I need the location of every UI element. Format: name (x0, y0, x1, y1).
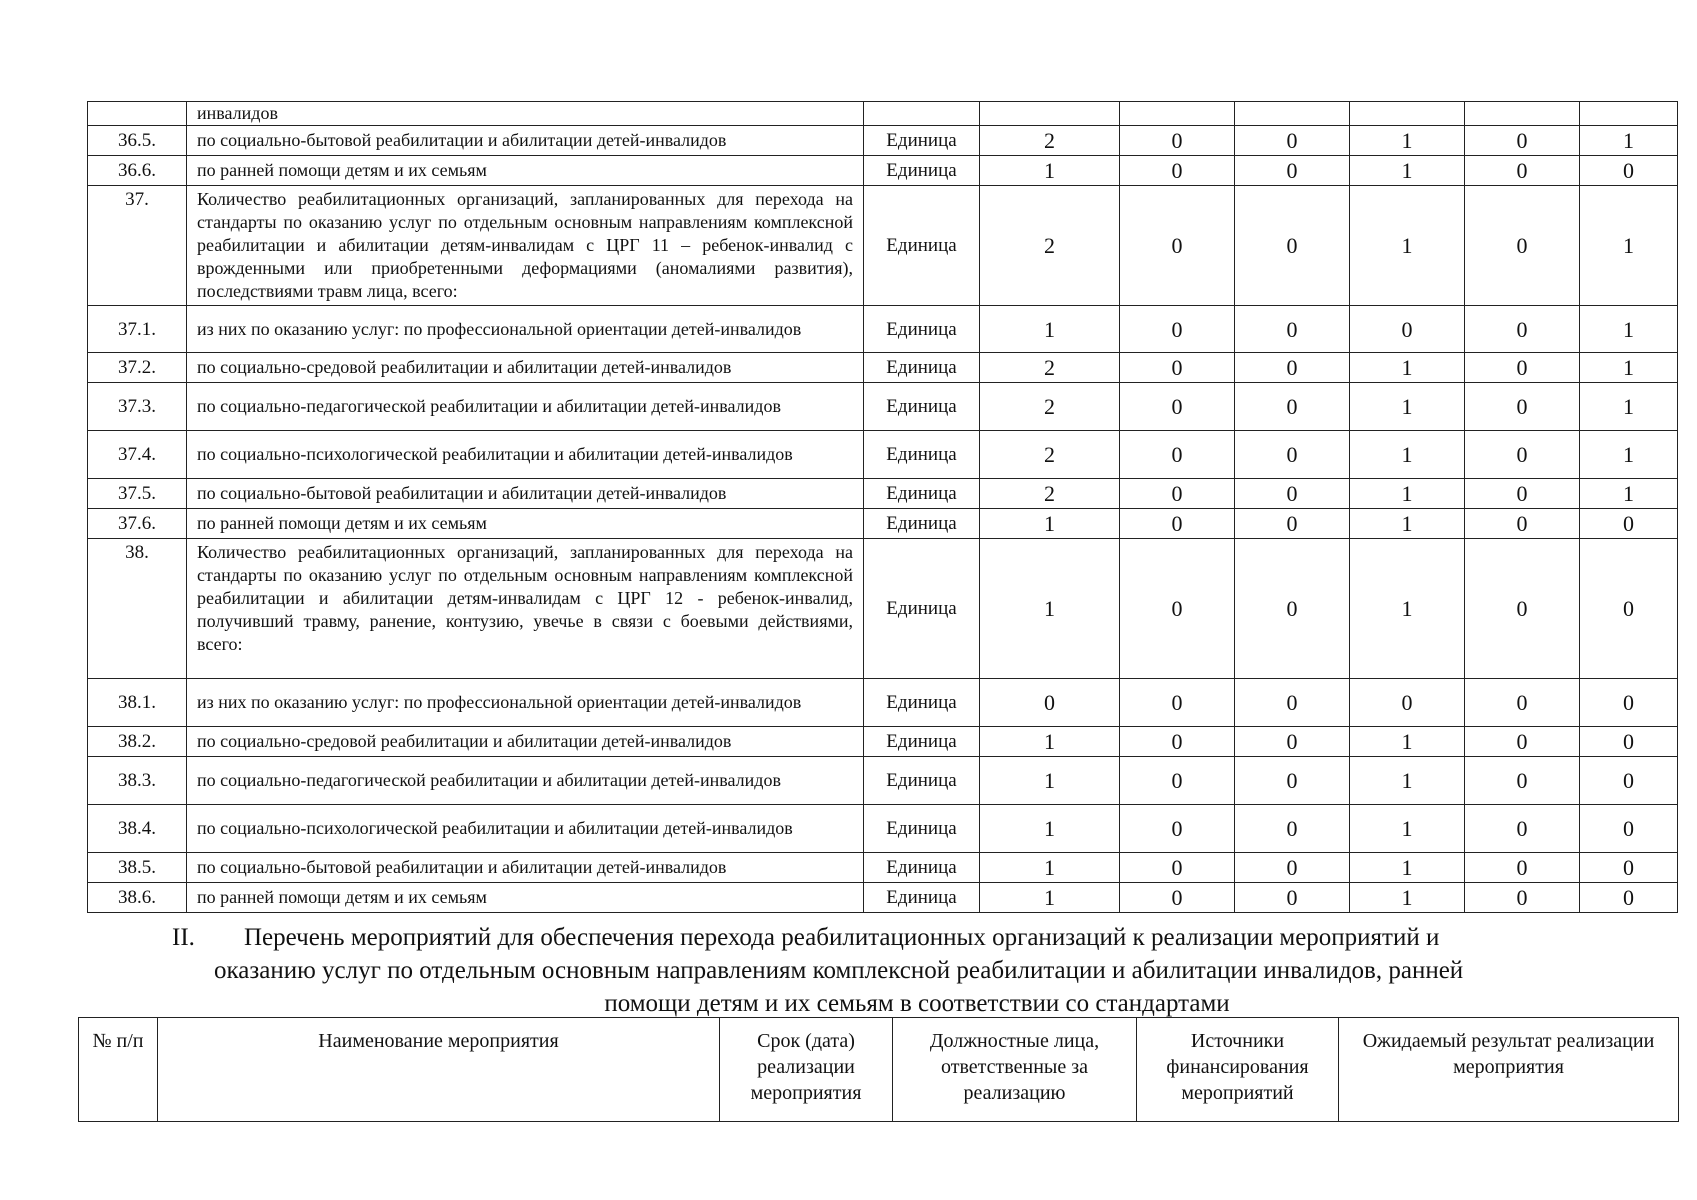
row-number: 38.4. (88, 805, 187, 853)
table-row (88, 306, 1678, 353)
row-value: 0 (1235, 126, 1350, 156)
row-number (88, 102, 187, 126)
row-value: 1 (980, 306, 1120, 353)
table-row (88, 509, 1678, 539)
row-value: 1 (980, 727, 1120, 757)
table-row (88, 757, 1678, 805)
row-value: 1 (980, 805, 1120, 853)
row-value: 0 (1350, 306, 1465, 353)
row-value: 1 (1350, 186, 1465, 306)
row-description: по социально-бытовой реабилитации и абилитации детей-инвалидов (187, 479, 864, 509)
row-value: 1 (980, 853, 1120, 883)
row-value: 0 (1235, 805, 1350, 853)
table-row (88, 539, 1678, 679)
row-value: 0 (1580, 883, 1678, 913)
row-value: 0 (1120, 509, 1235, 539)
row-value (1235, 102, 1350, 126)
row-value: 0 (1465, 679, 1580, 727)
row-value: 0 (1235, 757, 1350, 805)
row-unit (864, 102, 980, 126)
measures-table (78, 1017, 1679, 1122)
row-number: 37.5. (88, 479, 187, 509)
row-description: по ранней помощи детям и их семьям (187, 509, 864, 539)
row-value: 2 (980, 383, 1120, 431)
row-value (1580, 102, 1678, 126)
row-unit: Единица (864, 509, 980, 539)
row-value: 0 (1580, 805, 1678, 853)
row-value: 0 (1465, 883, 1580, 913)
row-unit: Единица (864, 727, 980, 757)
row-value: 0 (1235, 383, 1350, 431)
row-value: 1 (1350, 353, 1465, 383)
table-row (88, 156, 1678, 186)
row-description: инвалидов (187, 102, 864, 126)
row-value: 1 (1350, 853, 1465, 883)
table-row (88, 805, 1678, 853)
row-value: 0 (1235, 539, 1350, 679)
row-unit: Единица (864, 353, 980, 383)
row-number: 37.2. (88, 353, 187, 383)
header-measure-name: Наименование мероприятия (158, 1018, 720, 1122)
row-value: 0 (1120, 679, 1235, 727)
row-value: 0 (1120, 539, 1235, 679)
row-unit: Единица (864, 539, 980, 679)
row-value: 0 (1580, 156, 1678, 186)
row-value: 1 (980, 509, 1120, 539)
row-number: 36.6. (88, 156, 187, 186)
row-value: 0 (1120, 186, 1235, 306)
row-value: 1 (1580, 353, 1678, 383)
row-unit: Единица (864, 126, 980, 156)
header-responsible: Должностные лица, ответственные за реализацию (893, 1018, 1137, 1122)
row-number: 37.3. (88, 383, 187, 431)
header-expected-result: Ожидаемый результат реализации мероприятия (1339, 1018, 1679, 1122)
section-title-line-2: оказанию услуг по отдельным основным направлениям комплексной реабилитации и абилитации инвалидов, ранней (214, 957, 1464, 984)
row-description: по социально-педагогической реабилитации и абилитации детей-инвалидов (187, 383, 864, 431)
row-value: 0 (1465, 383, 1580, 431)
row-value (980, 102, 1120, 126)
row-value: 1 (1350, 539, 1465, 679)
header-funding: Источники финансирования мероприятий (1137, 1018, 1339, 1122)
row-value: 1 (1580, 186, 1678, 306)
table-row (88, 102, 1678, 126)
row-value: 1 (980, 539, 1120, 679)
table-row (88, 126, 1678, 156)
row-unit: Единица (864, 883, 980, 913)
row-number: 38.6. (88, 883, 187, 913)
row-description: из них по оказанию услуг: по профессиональной ориентации детей-инвалидов (187, 306, 864, 353)
row-value: 0 (1120, 383, 1235, 431)
table-row (88, 727, 1678, 757)
row-value: 0 (1120, 727, 1235, 757)
row-unit: Единица (864, 156, 980, 186)
row-description: из них по оказанию услуг: по профессиональной ориентации детей-инвалидов (187, 679, 864, 727)
row-value (1465, 102, 1580, 126)
row-value: 0 (1580, 853, 1678, 883)
row-value: 0 (1235, 883, 1350, 913)
row-number: 38.1. (88, 679, 187, 727)
row-value (1120, 102, 1235, 126)
row-value: 1 (1350, 883, 1465, 913)
row-value: 1 (1350, 727, 1465, 757)
row-number: 36.5. (88, 126, 187, 156)
row-number: 37.1. (88, 306, 187, 353)
table-row (88, 479, 1678, 509)
section-heading (87, 921, 1677, 1020)
row-value: 0 (1465, 186, 1580, 306)
row-value: 0 (1465, 727, 1580, 757)
row-value: 1 (1350, 805, 1465, 853)
measures-table-header-row (79, 1018, 1679, 1122)
row-unit: Единица (864, 757, 980, 805)
row-value: 0 (1235, 853, 1350, 883)
section-title-line-1: Перечень мероприятий для обеспечения перехода реабилитационных организаций к реализации мероприятий и (244, 924, 1440, 951)
row-value: 0 (1120, 883, 1235, 913)
row-value: 0 (1235, 727, 1350, 757)
row-value: 0 (1465, 509, 1580, 539)
row-value: 0 (1235, 431, 1350, 479)
section-title-line-3: помощи детям и их семьям в соответствии со стандартами (604, 990, 1230, 1017)
row-value: 0 (1120, 757, 1235, 805)
row-value: 0 (1235, 353, 1350, 383)
row-number: 38.5. (88, 853, 187, 883)
row-value: 1 (1580, 431, 1678, 479)
row-unit: Единица (864, 306, 980, 353)
row-unit: Единица (864, 679, 980, 727)
row-value: 0 (1235, 509, 1350, 539)
row-value: 0 (1120, 431, 1235, 479)
row-value: 0 (1465, 805, 1580, 853)
row-unit: Единица (864, 805, 980, 853)
row-value: 1 (1580, 479, 1678, 509)
row-value: 0 (1580, 509, 1678, 539)
row-value: 0 (1465, 431, 1580, 479)
row-value: 2 (980, 353, 1120, 383)
row-description: по социально-бытовой реабилитации и абилитации детей-инвалидов (187, 126, 864, 156)
row-number: 38.2. (88, 727, 187, 757)
row-value: 0 (1465, 539, 1580, 679)
row-value (1350, 102, 1465, 126)
row-unit: Единица (864, 383, 980, 431)
row-value: 0 (1120, 853, 1235, 883)
row-description: по ранней помощи детям и их семьям (187, 883, 864, 913)
row-value: 1 (1580, 126, 1678, 156)
section-number: II. (172, 924, 195, 951)
row-value: 0 (980, 679, 1120, 727)
row-value: 2 (980, 126, 1120, 156)
row-number: 37.6. (88, 509, 187, 539)
row-unit: Единица (864, 853, 980, 883)
row-description: по социально-психологической реабилитации и абилитации детей-инвалидов (187, 805, 864, 853)
row-value: 1 (1350, 757, 1465, 805)
row-value: 0 (1580, 757, 1678, 805)
row-value: 2 (980, 186, 1120, 306)
row-description: по социально-средовой реабилитации и абилитации детей-инвалидов (187, 353, 864, 383)
row-value: 0 (1465, 479, 1580, 509)
indicators-table-body (88, 102, 1678, 913)
row-value: 1 (1350, 126, 1465, 156)
row-value: 0 (1235, 186, 1350, 306)
row-description: по социально-средовой реабилитации и абилитации детей-инвалидов (187, 727, 864, 757)
row-number: 38.3. (88, 757, 187, 805)
row-value: 1 (1350, 509, 1465, 539)
row-value: 0 (1235, 306, 1350, 353)
row-value: 0 (1465, 306, 1580, 353)
header-deadline: Срок (дата) реализации мероприятия (720, 1018, 893, 1122)
row-value: 0 (1580, 539, 1678, 679)
table-row (88, 353, 1678, 383)
indicators-table (87, 101, 1678, 913)
row-value: 1 (1350, 383, 1465, 431)
row-value: 0 (1465, 353, 1580, 383)
row-value: 0 (1120, 126, 1235, 156)
row-value: 0 (1235, 679, 1350, 727)
row-number: 38. (88, 539, 187, 679)
row-value: 1 (1580, 383, 1678, 431)
row-value: 0 (1120, 306, 1235, 353)
row-value: 0 (1120, 353, 1235, 383)
row-number: 37. (88, 186, 187, 306)
row-value: 0 (1465, 156, 1580, 186)
row-value: 2 (980, 479, 1120, 509)
table-row (88, 431, 1678, 479)
row-unit: Единица (864, 431, 980, 479)
row-value: 2 (980, 431, 1120, 479)
row-description: по социально-педагогической реабилитации и абилитации детей-инвалидов (187, 757, 864, 805)
row-number: 37.4. (88, 431, 187, 479)
row-value: 0 (1120, 479, 1235, 509)
row-description: Количество реабилитационных организаций, запланированных для перехода на стандарты по оказанию услуг по отдельным основным направлениям комплексной реабилитации и абилитации детям-инвалидам с ЦРГ 11 – ребенок-инвалид с врожденными или приобретенными деформациями (аномалиями развития), последствиями травм лица, всего: (187, 186, 864, 306)
row-description: Количество реабилитационных организаций, запланированных для перехода на стандарты по оказанию услуг по отдельным основным направлениям комплексной реабилитации и абилитации детям-инвалидам с ЦРГ 12 - ребенок-инвалид, получивший травму, ранение, контузию, увечье в связи с боевыми действиями, всего: (187, 539, 864, 679)
row-description: по ранней помощи детям и их семьям (187, 156, 864, 186)
table-row (88, 883, 1678, 913)
table-row (88, 186, 1678, 306)
row-value: 0 (1465, 853, 1580, 883)
row-value: 1 (1350, 431, 1465, 479)
header-number: № п/п (79, 1018, 158, 1122)
row-value: 0 (1120, 805, 1235, 853)
row-value: 0 (1580, 727, 1678, 757)
row-value: 1 (1350, 156, 1465, 186)
row-value: 1 (1350, 479, 1465, 509)
row-value: 0 (1235, 156, 1350, 186)
row-value: 0 (1235, 479, 1350, 509)
table-row (88, 679, 1678, 727)
table-row (88, 383, 1678, 431)
table-row (88, 853, 1678, 883)
row-value: 0 (1350, 679, 1465, 727)
row-value: 1 (980, 156, 1120, 186)
row-value: 0 (1120, 156, 1235, 186)
row-value: 1 (980, 757, 1120, 805)
row-unit: Единица (864, 479, 980, 509)
row-unit: Единица (864, 186, 980, 306)
row-value: 1 (1580, 306, 1678, 353)
row-description: по социально-психологической реабилитации и абилитации детей-инвалидов (187, 431, 864, 479)
row-value: 0 (1465, 126, 1580, 156)
row-value: 0 (1580, 679, 1678, 727)
row-value: 0 (1465, 757, 1580, 805)
row-description: по социально-бытовой реабилитации и абилитации детей-инвалидов (187, 853, 864, 883)
row-value: 1 (980, 883, 1120, 913)
